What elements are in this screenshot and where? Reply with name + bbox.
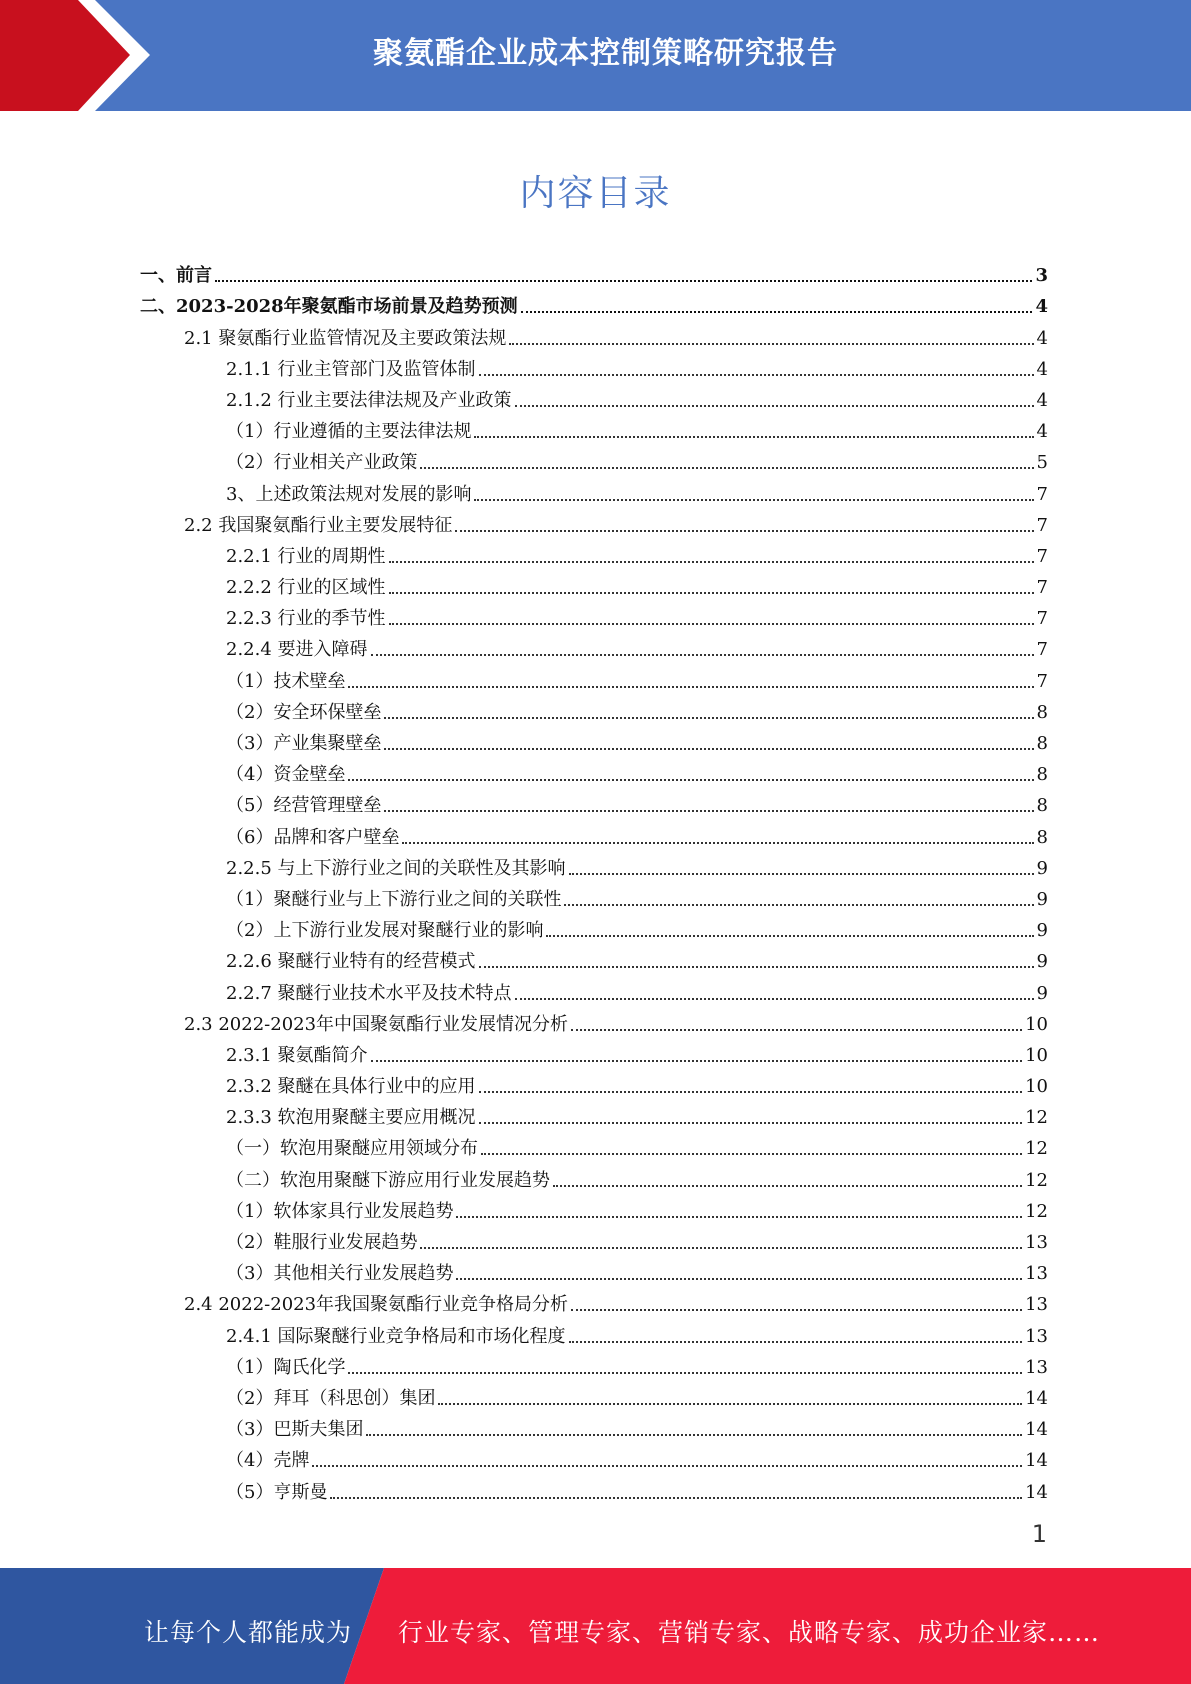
toc-entry[interactable] [140, 256, 1048, 287]
toc-dot-leader [366, 1433, 1022, 1436]
toc-entry-label: 2.2.2 行业的区域性 [226, 577, 386, 599]
toc-entry-label: （二）软泡用聚醚下游应用行业发展趋势 [226, 1169, 550, 1191]
toc-entry-label: （1）聚醚行业与上下游行业之间的关联性 [226, 888, 562, 910]
toc-entry-label: 2.4 2022-2023年我国聚氨酯行业竞争格局分析 [184, 1294, 569, 1316]
footer-slogan-right: 行业专家、管理专家、营销专家、战略专家、成功企业家…… [398, 1618, 1101, 1647]
toc-entry-label: 2.2.5 与上下游行业之间的关联性及其影响 [226, 857, 566, 879]
toc-dot-leader [521, 310, 1033, 313]
toc-dot-leader [509, 342, 1033, 345]
toc-entry-label: （一）软泡用聚醚应用领域分布 [226, 1138, 478, 1160]
toc-entry[interactable] [140, 537, 1048, 568]
toc-dot-leader [438, 1402, 1022, 1405]
toc-entry[interactable] [140, 474, 1048, 505]
toc-entry-page: 5 [1036, 452, 1048, 474]
toc-entry-page: 8 [1036, 733, 1048, 754]
toc-dot-leader [384, 747, 1033, 750]
toc-entry-label: （5）亨斯曼 [226, 1481, 328, 1503]
toc-entry[interactable] [140, 1254, 1048, 1285]
toc-entry-label: （4）壳牌 [226, 1450, 310, 1472]
toc-dot-leader [312, 1464, 1022, 1467]
toc-dot-leader [479, 965, 1034, 968]
toc-entry[interactable] [140, 1441, 1048, 1472]
toc-entry-label: 2.4.1 国际聚醚行业竞争格局和市场化程度 [226, 1325, 566, 1347]
toc-dot-leader [546, 934, 1033, 937]
toc-dot-leader [553, 1184, 1022, 1187]
toc-dot-leader [348, 778, 1033, 781]
toc-dot-leader [515, 997, 1034, 1000]
toc-entry-label: 2.1.1 行业主管部门及监管体制 [226, 358, 476, 380]
toc-entry-label: （6）品牌和客户壁垒 [226, 826, 400, 848]
toc-entry[interactable] [140, 1472, 1048, 1503]
toc-entry-label: 2.1 聚氨酯行业监管情况及主要政策法规 [184, 327, 507, 349]
toc-entry[interactable] [140, 786, 1048, 817]
toc-dot-leader [481, 1152, 1022, 1155]
toc-entry-page: 4 [1036, 389, 1048, 411]
toc-entry[interactable] [140, 1098, 1048, 1129]
toc-entry-label: 2.2 我国聚氨酯行业主要发展特征 [184, 514, 453, 536]
toc-entry-label: （2）上下游行业发展对聚醚行业的影响 [226, 920, 544, 942]
toc-entry-label: （5）经营管理壁垒 [226, 795, 382, 817]
toc-dot-leader [402, 841, 1033, 844]
toc-entry-page: 13 [1025, 1356, 1048, 1378]
toc-entry[interactable] [140, 880, 1048, 911]
toc-entry[interactable] [140, 1192, 1048, 1223]
toc-dot-leader [515, 404, 1034, 407]
toc-entry-label: 2.3 2022-2023年中国聚氨酯行业发展情况分析 [184, 1013, 569, 1035]
toc-entry[interactable] [140, 568, 1048, 599]
toc-dot-leader [479, 373, 1034, 376]
toc-entry-page: 14 [1025, 1450, 1048, 1472]
toc-entry[interactable] [140, 911, 1048, 942]
page-footer [0, 1568, 1191, 1684]
toc-entry-label: 2.2.3 行业的季节性 [226, 608, 386, 630]
page-number: 1 [1031, 1520, 1047, 1548]
toc-dot-leader [348, 1371, 1022, 1374]
toc-entry[interactable] [140, 1379, 1048, 1410]
toc-entry-page: 10 [1025, 1013, 1048, 1035]
toc-entry-page: 13 [1025, 1294, 1048, 1316]
toc-entry[interactable] [140, 1410, 1048, 1441]
toc-entry-page: 14 [1025, 1481, 1048, 1503]
toc-entry-page: 9 [1036, 920, 1048, 942]
toc-dot-leader [384, 809, 1033, 812]
toc-entry[interactable] [140, 506, 1048, 537]
toc-dot-leader [456, 1215, 1022, 1218]
toc-entry[interactable] [140, 973, 1048, 1004]
toc-dot-leader [348, 685, 1033, 688]
toc-entry-label: 2.3.2 聚醚在具体行业中的应用 [226, 1076, 476, 1098]
toc-entry-label: 2.2.6 聚醚行业特有的经营模式 [226, 951, 476, 973]
toc-entry-page: 8 [1036, 764, 1048, 786]
toc-entry-page: 13 [1025, 1325, 1048, 1347]
toc-entry[interactable] [140, 1129, 1048, 1160]
toc-entry-label: （2）行业相关产业政策 [226, 452, 418, 474]
toc-entry-page: 3 [1035, 265, 1048, 287]
footer-slogan-left: 让每个人都能成为 [144, 1618, 353, 1647]
report-title: 聚氨酯企业成本控制策略研究报告 [373, 36, 838, 71]
toc-entry-label: 2.1.2 行业主要法律法规及产业政策 [226, 389, 512, 411]
toc-entry-label: （1）陶氏化学 [226, 1356, 346, 1378]
toc-entry[interactable] [140, 287, 1048, 318]
toc-dot-leader [420, 466, 1033, 469]
toc-entry[interactable] [140, 412, 1048, 443]
toc-entry-page: 12 [1025, 1169, 1048, 1191]
toc-dot-leader [384, 716, 1033, 719]
toc-entry[interactable] [140, 599, 1048, 630]
toc-entry[interactable] [140, 817, 1048, 848]
toc-entry-label: 二、2023-2028年聚氨酯市场前景及趋势预测 [140, 296, 518, 318]
toc-entry-page: 8 [1036, 795, 1048, 817]
toc-entry-label: （1）软体家具行业发展趋势 [226, 1200, 454, 1222]
toc-dot-leader [389, 591, 1034, 594]
toc-dot-leader [389, 560, 1034, 563]
toc-dot-leader [455, 529, 1033, 532]
toc-entry-page: 12 [1025, 1138, 1048, 1160]
toc-entry[interactable] [140, 755, 1048, 786]
toc-entry-label: （2）安全环保壁垒 [226, 701, 382, 723]
toc-entry-label: （3）其他相关行业发展趋势 [226, 1263, 454, 1285]
toc-dot-leader [571, 1028, 1022, 1031]
toc-entry[interactable] [140, 849, 1048, 880]
toc-dot-leader [389, 622, 1034, 625]
toc-entry-page: 8 [1036, 701, 1048, 723]
toc-dot-leader [569, 1340, 1023, 1343]
toc-dot-leader [215, 279, 1032, 282]
toc-heading: 内容目录 [519, 173, 672, 214]
toc-entry[interactable] [140, 1005, 1048, 1036]
toc-entry[interactable] [140, 1285, 1048, 1316]
toc-entry-label: 2.3.1 聚氨酯简介 [226, 1044, 368, 1066]
toc-entry[interactable] [140, 350, 1048, 381]
toc-entry-page: 7 [1036, 670, 1048, 692]
toc-entry-label: 2.2.4 要进入障碍 [226, 639, 368, 661]
toc-dot-leader [456, 1277, 1022, 1280]
toc-entry-label: （2）鞋服行业发展趋势 [226, 1232, 418, 1253]
toc-dot-leader [474, 435, 1033, 438]
toc-entry-page: 10 [1025, 1044, 1048, 1066]
toc-entry-page: 7 [1036, 608, 1048, 630]
toc-entry[interactable] [140, 1036, 1048, 1067]
toc-entry[interactable] [140, 381, 1048, 412]
toc-entry-label: （3）巴斯夫集团 [226, 1419, 364, 1441]
toc-dot-leader [371, 1059, 1023, 1062]
toc-entry-page: 9 [1036, 888, 1048, 910]
toc-entry-page: 7 [1036, 514, 1048, 536]
toc-entry[interactable] [140, 661, 1048, 692]
toc-dot-leader [474, 498, 1033, 501]
toc-entry-label: （1）技术壁垒 [226, 670, 346, 692]
toc-entry-page: 9 [1036, 951, 1048, 973]
toc-entry-page: 9 [1036, 857, 1048, 879]
toc-entry-page: 4 [1035, 296, 1048, 318]
toc-entry-page: 9 [1036, 982, 1048, 1004]
toc-entry-page: 10 [1025, 1076, 1048, 1098]
toc-entry-page: 4 [1036, 327, 1048, 349]
toc-entry-page: 8 [1036, 826, 1048, 848]
toc-entry[interactable] [140, 942, 1048, 973]
toc-entry[interactable] [140, 1160, 1048, 1191]
toc-dot-leader [564, 903, 1033, 906]
toc-entry-page: 14 [1025, 1419, 1048, 1441]
toc-entry-page: 12 [1025, 1200, 1048, 1222]
toc-entry-page: 13 [1025, 1232, 1048, 1253]
toc-entry-page: 7 [1036, 545, 1048, 567]
toc-entry-page: 7 [1036, 639, 1048, 661]
toc-entry-label: 2.3.3 软泡用聚醚主要应用概况 [226, 1107, 476, 1129]
toc-entry-label: （3）产业集聚壁垒 [226, 733, 382, 754]
toc-dot-leader [330, 1496, 1022, 1499]
toc-entry-page: 13 [1025, 1263, 1048, 1285]
toc-entry[interactable] [140, 1067, 1048, 1098]
toc-entry-label: （4）资金壁垒 [226, 764, 346, 786]
toc-entry[interactable] [140, 630, 1048, 661]
toc-entry[interactable] [140, 693, 1048, 724]
toc-dot-leader [571, 1308, 1022, 1311]
toc-entry-label: 2.2.7 聚醚行业技术水平及技术特点 [226, 982, 512, 1004]
toc-dot-leader [569, 872, 1034, 875]
toc-entry[interactable] [140, 1223, 1048, 1254]
toc-dot-leader [479, 1121, 1023, 1124]
toc-entry[interactable] [140, 724, 1048, 755]
toc-dot-leader [371, 653, 1034, 656]
toc-dot-leader [420, 1246, 1022, 1249]
toc-entry-page: 4 [1036, 358, 1048, 380]
toc-entry-label: 3、上述政策法规对发展的影响 [226, 483, 472, 505]
toc-entry-label: 一、前言 [140, 265, 212, 287]
toc-entry-page: 12 [1025, 1107, 1048, 1129]
table-of-contents [140, 256, 1048, 1504]
toc-entry-page: 7 [1036, 577, 1048, 599]
toc-entry[interactable] [140, 1316, 1048, 1347]
toc-dot-leader [479, 1090, 1023, 1093]
page-header [0, 0, 1191, 111]
toc-entry-label: （2）拜耳（科思创）集团 [226, 1387, 436, 1409]
toc-entry[interactable] [140, 318, 1048, 349]
toc-entry[interactable] [140, 443, 1048, 474]
toc-entry-page: 4 [1036, 421, 1048, 443]
toc-entry-label: 2.2.1 行业的周期性 [226, 545, 386, 567]
toc-entry-page: 14 [1025, 1387, 1048, 1409]
toc-entry[interactable] [140, 1348, 1048, 1379]
toc-entry-label: （1）行业遵循的主要法律法规 [226, 421, 472, 443]
toc-entry-page: 7 [1036, 483, 1048, 505]
